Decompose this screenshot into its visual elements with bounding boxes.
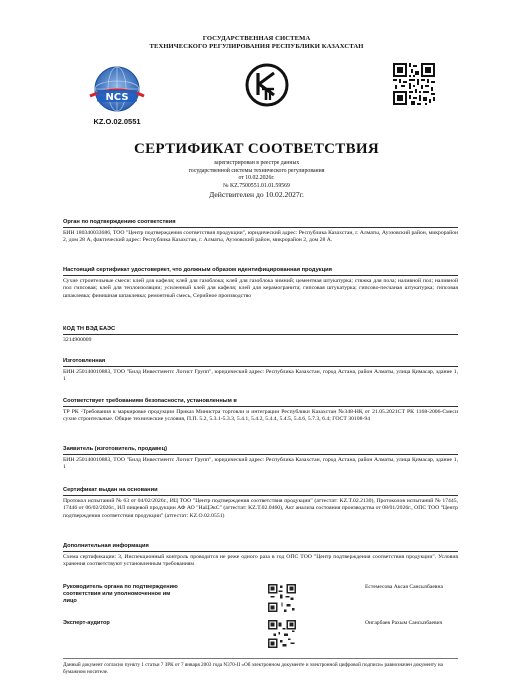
section-hs-code bbox=[63, 326, 458, 344]
signature-qr-icon bbox=[268, 620, 296, 648]
section-heading: Соответствует требованиям безопасности, установленным в bbox=[63, 398, 458, 407]
kt-conformity-mark-icon bbox=[244, 62, 290, 108]
signature-label: Эксперт-аудитор bbox=[63, 620, 110, 626]
section-text: Сухие строительные смеси: клей для кафеля; клей для газоблока; клей для газоблока зимний; цементная штукатурка; стяжка для пола; наливной пол; наливной пол гипсовая; клей для теплоизоляции; усиленный клей для кафеля; клей для керамогранита; гипсовая штукатурка; гипсово-песчаная штукатурка; гипсовая шпаклевка; финишная шпаклевка; ремонтный смесь, Серийное производство bbox=[63, 277, 458, 300]
section-heading: Орган по подтверждению соответствия bbox=[63, 219, 458, 228]
section-additional-info bbox=[63, 543, 458, 569]
section-text: Протокол испытаний № 63 от 04/02/2026г., ИЦ ТОО "Центр подтверждения соответствия продукции" (аттестат: KZ.T.02.2130), Протоколов испытаний № 17445, 17446 от 06/02/2026г., ИЛ пищевой продукции АФ АО "НаЦЭкС" (аттестат: KZ.T.02.0460), Акт анализа состояния производства от 08/01/2026г., ОПС ТОО "Центр подтверждения соответствия продукции" (аттестат: KZ.O.02.0551) bbox=[63, 497, 458, 520]
section-applicant bbox=[63, 446, 458, 472]
section-manufacturer bbox=[63, 358, 458, 384]
certificate-number: № KZ.7500551.01.01.59569 bbox=[223, 182, 290, 189]
section-text: БИН 250140010883, ТОО "Билд Инвестментс Логист Групп", юридический адрес: Республика Казахстан, город Астана, район Алматы, улица Қимасар, здание 1, 1 bbox=[63, 456, 458, 471]
signature-qr-icon bbox=[268, 584, 296, 612]
section-heading: Изготовленная bbox=[63, 358, 458, 367]
ncs-logo-text: NCS bbox=[105, 92, 129, 103]
signature-expert bbox=[63, 620, 458, 652]
header-line-1: ГОСУДАРСТВЕННАЯ СИСТЕМА bbox=[202, 35, 311, 42]
section-text: Схема сертификации: 3, Инспекционный контроль проводится не реже одного раза в год ОПС ТОО "Центр подтверждения соответствия продукции". Условия хранения соответствуют установленным требованиям bbox=[63, 553, 458, 568]
document-title: СЕРТИФИКАТ СООТВЕТСТВИЯ bbox=[134, 141, 379, 157]
registry-line-2: государственной системы технического регулирования bbox=[188, 167, 325, 174]
accreditation-code: KZ.O.02.0551 bbox=[93, 117, 141, 126]
section-text: БИН 180340033686, ТОО "Центр подтверждения соответствия продукции", юридический адрес: Республика Казахстан, г. Алматы, Ауэзовский район, микрорайон 2, дом 28 А, фактический адрес: Республика Казахстан, г. Алматы, Ауэзовский район, микрорайон 2, дом 28 А. bbox=[63, 229, 458, 244]
signatory-name: Онгарбаев Рахым Сансызбаевич bbox=[365, 620, 443, 626]
footer-legal-note: Данный документ согласно пункту 1 статьи 7 ЗРК от 7 января 2003 года N370-II «Об электронном документе и электронной цифровой подписи» равнозначен документу на бумажном носителе. bbox=[63, 662, 443, 675]
signature-label: Руководитель органа по подтверждению соответствия или уполномоченное им лицо bbox=[63, 584, 178, 604]
section-heading: Сертификат выдан на основании bbox=[63, 487, 458, 496]
registry-line-1: зарегистрирован в реестре данных bbox=[213, 160, 300, 166]
section-product bbox=[63, 267, 458, 301]
signatory-name: Естемесова Аксая Сансызбаевна bbox=[365, 584, 443, 590]
section-heading: Заявитель (изготовитель, продавец) bbox=[63, 446, 458, 455]
section-text: БИН 250140010883, ТОО "Билд Инвестментс Логист Групп", юридический адрес: Республика Казахстан, город Астана, район Алматы, улица Қимасар, здание 1, 1 bbox=[63, 368, 458, 383]
section-certification-body bbox=[63, 219, 458, 245]
section-basis bbox=[63, 487, 458, 521]
validity-date: Действителен до 10.02.2027г. bbox=[209, 190, 304, 200]
section-heading: Дополнительная информация bbox=[63, 543, 458, 552]
section-text: 3214900009 bbox=[63, 336, 92, 343]
ncs-logo-icon bbox=[82, 62, 152, 120]
registry-date: от 10.02.2026г. bbox=[238, 175, 275, 182]
footer-divider bbox=[63, 658, 458, 659]
section-heading: КОД ТН ВЭД ЕАЭС bbox=[63, 326, 458, 335]
section-text: ТР РК -Требования к маркировке продукции Приказ Министра торговли и интеграции Республики Казахстан №348-НҚ от 21.05.2021СТ РК 1168-2006-Смеси сухие строительные. Общие технические условия, П.П. 5.2, 5.3.1-5.3.3, 5.4.1, 5.4.2, 5.4.4, 5.4.5, 5.4.6, 5.7.3, 6.4; ГОСТ 30108-94 bbox=[63, 408, 458, 423]
signature-head bbox=[63, 584, 458, 620]
issuing-system-header bbox=[0, 35, 513, 51]
registry-block bbox=[0, 160, 513, 200]
section-standards bbox=[63, 398, 458, 424]
qr-code-icon bbox=[393, 63, 435, 105]
header-line-2: ТЕХНИЧЕСКОГО РЕГУЛИРОВАНИЯ РЕСПУБЛИКИ КАЗАХСТАН bbox=[149, 43, 364, 50]
section-heading: Настоящий сертификат удостоверяет, что должным образом идентифицированная продукция bbox=[63, 267, 458, 276]
